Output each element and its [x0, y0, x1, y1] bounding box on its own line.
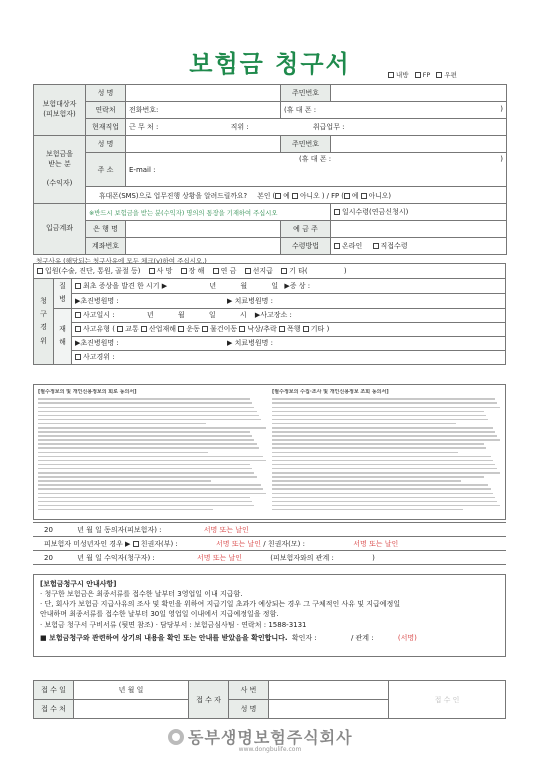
fine-print-line	[38, 476, 257, 478]
disease-side-label: 질 병	[54, 279, 72, 309]
fine-print-line	[272, 443, 484, 445]
fine-print-line	[38, 447, 259, 449]
receive-method-label: 수령방법	[281, 238, 331, 255]
fine-print-line	[272, 447, 486, 449]
insured-rrn-field[interactable]	[331, 85, 507, 102]
reason-pension[interactable]: 연 금	[213, 267, 237, 275]
reason-heading: 청구사유 (해당되는 청구사유에 모두 체크(v)하여 주십시오.)	[36, 257, 207, 265]
claimant-rrn-label: 주민번호	[281, 136, 331, 153]
insured-name-label: 성 명	[86, 85, 126, 102]
bank-label: 은 행 명	[86, 221, 126, 238]
acc-traffic[interactable]: 교통	[117, 325, 139, 333]
fine-print-line	[272, 464, 495, 466]
fine-print-line	[272, 423, 456, 425]
fine-print-line	[272, 419, 488, 421]
injury-hospital-row[interactable]: ▶초진병원명 : ▶ 치료병원명 :	[72, 336, 506, 350]
fine-print-line	[38, 509, 213, 511]
company-url: www.dongbulife.com	[238, 746, 302, 753]
fine-print-line	[272, 505, 500, 507]
fine-print-line	[272, 431, 495, 433]
fine-print-line	[272, 497, 495, 499]
claimant-address-field[interactable]: (휴 대 폰 : ) E-mail :	[126, 153, 507, 187]
claimant-group-label: 보험금을 받는 분 (수익자)	[34, 136, 86, 204]
fine-print-line	[272, 493, 493, 495]
receiver-label: 접 수 자	[189, 681, 229, 719]
fine-print-line	[272, 435, 497, 437]
fine-print-line	[38, 468, 252, 470]
acc-industrial[interactable]: 산업재해	[141, 325, 176, 333]
fine-print-line	[38, 505, 254, 507]
consent-block	[33, 384, 506, 520]
claimant-name-field[interactable]	[126, 136, 281, 153]
reason-hospital[interactable]: 입원(수술, 진단, 통원, 골절 등)	[37, 267, 140, 275]
fine-print-line	[272, 456, 491, 458]
consent-right: [필수정보의 수집·조사 및 개인신용정보 조회 동의서]	[272, 389, 502, 517]
holder-field[interactable]	[331, 221, 507, 238]
fine-print-line	[272, 407, 500, 409]
method-direct[interactable]: 직접수령	[373, 242, 408, 250]
fine-print-line	[272, 484, 488, 486]
receipt-date-label: 접 수 일	[34, 681, 74, 700]
accident-desc-row[interactable]: 사고경위 :	[72, 350, 506, 364]
insured-group-label: 보험대상자 (피보험자)	[34, 85, 86, 136]
receipt-place-label: 접 수 처	[34, 700, 74, 719]
confirm-sign-field[interactable]: (서명)	[397, 633, 417, 642]
disease-hospital-row[interactable]: ▶초진병원명 : ▶ 치료병원명 :	[72, 293, 506, 308]
receiver-name-label: 성 명	[229, 700, 269, 719]
claimant-sign-field[interactable]: 서명 또는 날인	[197, 553, 243, 562]
fine-print-line	[272, 480, 461, 482]
company-emblem-icon	[168, 729, 184, 745]
sms-notify-row: 휴대폰(SMS)으로 업무진행 상황을 알려드릴까요? 본인 ( 예 아니오 ) / FP ( 예 아니오)	[86, 187, 507, 204]
account-group-label: 입금계좌	[34, 204, 86, 255]
consent-sign-field[interactable]: 서명 또는 날인	[203, 525, 249, 534]
insured-contact-label: 연락처	[86, 102, 126, 119]
sms-fp-no[interactable]	[361, 193, 367, 199]
reason-disability[interactable]: 장 해	[181, 267, 205, 275]
sms-fp-yes[interactable]	[344, 193, 350, 199]
fine-print-line	[38, 402, 252, 404]
receipt-stamp[interactable]: 접 수 인	[389, 681, 506, 719]
father-sign-field[interactable]: 서명 또는 날인	[216, 539, 262, 548]
insured-job-field[interactable]: 근 무 처 : 직위 : 취급업무 :	[126, 119, 507, 136]
fine-print-line	[38, 484, 261, 486]
account-number-field[interactable]	[126, 238, 281, 255]
fine-print-line	[38, 398, 250, 400]
fine-print-line	[38, 439, 254, 441]
claim-reason-table	[33, 263, 506, 365]
insured-job-label: 현재직업	[86, 119, 126, 136]
insured-name-field[interactable]	[126, 85, 281, 102]
acc-moving[interactable]: 물건이동	[202, 325, 237, 333]
fine-print-line	[272, 468, 497, 470]
fine-print-line	[38, 480, 211, 482]
guardian-sign-row: 피보험자 미성년자인 경우 ▶ 친권자(부) : 서명 또는 날인 / 친권자(모) : 서명 또는 날인	[33, 537, 506, 551]
receive-method-options	[331, 238, 507, 255]
fine-print-line	[38, 407, 254, 409]
method-online[interactable]: 온라인	[334, 242, 362, 250]
reason-prepay[interactable]: 선지급	[245, 267, 273, 275]
employee-no-label: 사 번	[229, 681, 269, 700]
claimant-sign-row: 20 년 월 일 수익자(청구자) : 서명 또는 날인 (피보험자와의 관계 : )	[33, 551, 506, 565]
fine-print-line	[38, 443, 257, 445]
receiver-name-field[interactable]	[269, 700, 389, 719]
claimant-rrn-field[interactable]	[331, 136, 507, 153]
employee-no-field[interactable]	[269, 681, 389, 700]
accident-type-row: 사고유형 ( 교통 산업재해 운동 물건이동 낙상/추락 폭행 기타 )	[72, 322, 506, 336]
fine-print-line	[272, 472, 500, 474]
reason-death[interactable]: 사 망	[149, 267, 173, 275]
fine-print-line	[272, 501, 497, 503]
insured-rrn-label: 주민번호	[281, 85, 331, 102]
fine-print-line	[38, 497, 250, 499]
fine-print-line	[272, 439, 500, 441]
fine-print-line	[38, 411, 257, 413]
claimant-address-label: 주 소	[86, 153, 126, 187]
fine-print-line	[38, 423, 206, 425]
signature-table	[33, 522, 506, 565]
fine-print-line	[38, 415, 259, 417]
lump-sum-check[interactable]: 일시수령(연금신청시)	[331, 204, 507, 221]
fine-print-line	[272, 509, 463, 511]
insured-mobile-field[interactable]: (휴 대 폰 : )	[281, 102, 507, 119]
fine-print-line	[272, 427, 493, 429]
fine-print-line	[272, 411, 484, 413]
receipt-place-field[interactable]	[74, 700, 189, 719]
claim-notice: [보험금청구시 안내사항] · 청구한 보험금은 최종서류를 접수한 날부터 3영업일 이내 지급함. · 단, 회사가 보험금 지급사유의 조사 및 확인을 위하여 지급기일 초과가 예상되는 경우 그 구체적인 사유 및 지급예정일 안내하며 최종서류를 접수한 날부터 30일 영업일 이내에서 지급예정일을 정함. · 보험금 청구서 구비서류 (뒷면 참조) · 담당부서 : 보험금심사팀 · 연락처 : 1588-3131 ■ 보험금청구와 관련하여 상기의 내용을 확인 또는 안내를 받았음을 확인합니다. 확인자 : / 관계 : (서명)	[33, 574, 506, 657]
account-number-label: 계좌번호	[86, 238, 126, 255]
bank-field[interactable]	[126, 221, 281, 238]
fine-print-line	[38, 456, 263, 458]
claimant-name-label: 성 명	[86, 136, 126, 153]
consent-left: [필수정보의 및 개인신용정보의 회로 동의서]	[38, 389, 268, 517]
injury-side-label: 재 해	[54, 308, 72, 364]
check-mail[interactable]: 우편	[436, 71, 457, 79]
fine-print-line	[272, 402, 497, 404]
fine-print-line	[38, 452, 208, 454]
fine-print-line	[272, 476, 484, 478]
fine-print-line	[38, 419, 261, 421]
form-title: 보험금 청구서	[189, 50, 351, 78]
acc-assault[interactable]: 폭행	[279, 325, 301, 333]
acc-other[interactable]: 기타	[303, 325, 325, 333]
fine-print-line	[272, 460, 493, 462]
check-fp[interactable]: FP	[415, 71, 431, 79]
acc-fall[interactable]: 낙상/추락	[239, 325, 276, 333]
fine-print-line	[272, 415, 486, 417]
first-symptom-row[interactable]: 최초 증상을 발견 한 시기 ▶ 년 월 일 ▶증 상 :	[72, 279, 506, 294]
accident-date-row[interactable]: 사고일시 : 년 월 일 시 ▶사고장소 :	[72, 308, 506, 322]
fine-print-line	[38, 472, 254, 474]
fine-print-line	[272, 398, 495, 400]
fine-print-line	[272, 452, 458, 454]
fine-print-line	[272, 488, 491, 490]
submission-method-checks	[388, 70, 461, 79]
fine-print-line	[38, 464, 250, 466]
receipt-table	[33, 680, 506, 719]
insured-phone-field[interactable]: 전화번호:	[126, 102, 281, 119]
mother-sign-field[interactable]: 서명 또는 날인	[353, 539, 399, 548]
account-notice: ※반드시 보험금을 받는 분(수익자) 명의의 통장을 기재하여 주십시오	[86, 204, 331, 221]
fine-print-line	[38, 493, 266, 495]
process-side-label: 청 구 경 위	[34, 279, 54, 365]
reason-types-row: 입원(수술, 진단, 통원, 골절 등) 사 망 장 해 연 금 선지급 기 타( )	[34, 264, 506, 279]
applicant-table	[33, 84, 507, 255]
consent-sign-row: 20 년 월 일 동의자(피보험자) : 서명 또는 날인	[33, 523, 506, 537]
check-visit[interactable]: 내방	[388, 71, 409, 79]
fine-print-line	[38, 501, 252, 503]
receipt-date-field[interactable]: 년 월 일	[74, 681, 189, 700]
fine-print-line	[38, 460, 266, 462]
sms-principal-no[interactable]	[292, 193, 298, 199]
fine-print-line	[38, 435, 252, 437]
reason-other[interactable]: 기 타(	[281, 267, 307, 275]
fine-print-line	[38, 488, 263, 490]
holder-label: 예 금 주	[281, 221, 331, 238]
sms-principal-yes[interactable]	[275, 193, 281, 199]
acc-sports[interactable]: 운동	[178, 325, 200, 333]
fine-print-line	[38, 427, 266, 429]
company-logo: 동부생명보험주식회사	[168, 725, 353, 748]
fine-print-line	[38, 431, 250, 433]
